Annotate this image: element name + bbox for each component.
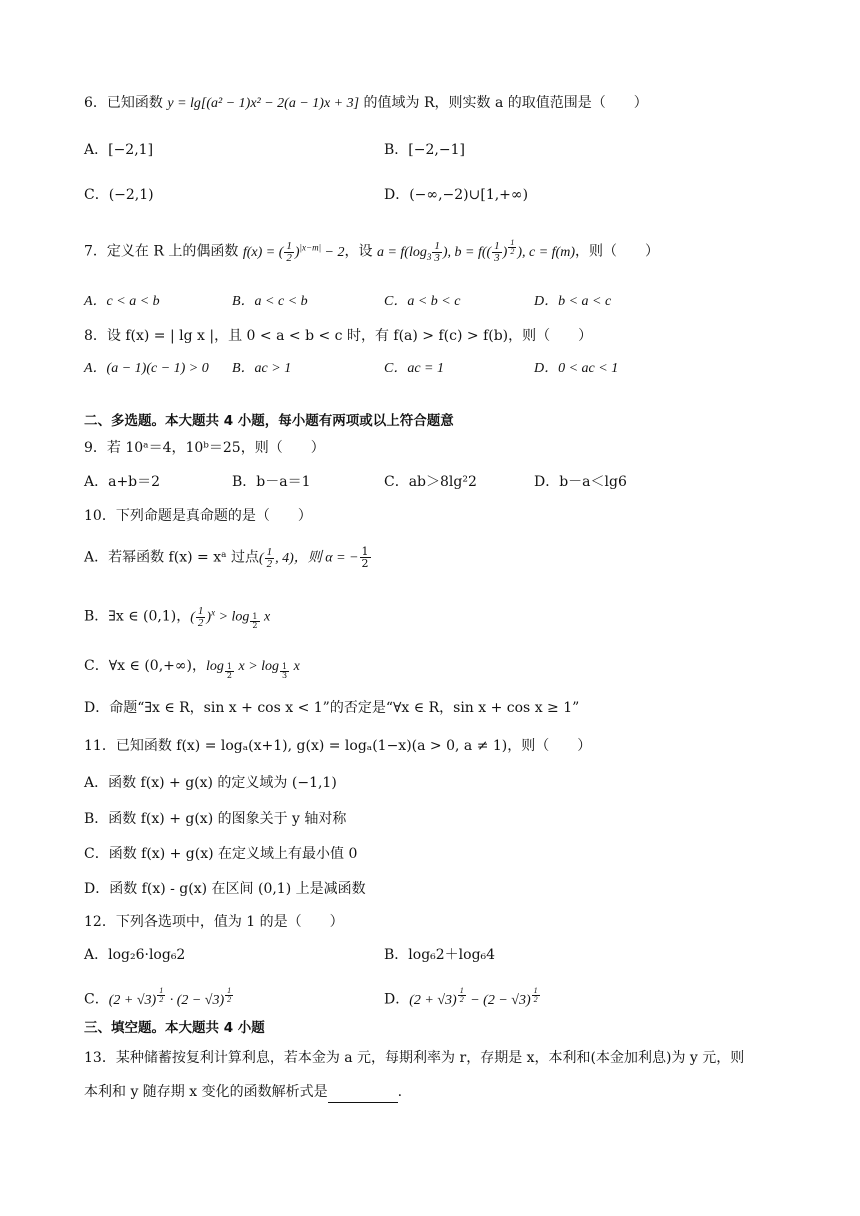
q6-option-c: C．(−2,1) — [84, 187, 154, 203]
q7-option-a: A．c < a < b — [84, 294, 160, 309]
q9-option-d: D．b－a＜lg6 — [534, 474, 627, 490]
q7-function-def: f(x) = ( $\frac{1}{2}$ )$^{|x-m|}$ − 2 — [242, 239, 345, 264]
q10-option-b: B．∃x ∈ (0,1)，( $\frac{1}{2}$ )$^x$ > log $_{\frac{1}{2}}$ x — [84, 604, 271, 631]
q13-answer-blank[interactable] — [328, 1088, 398, 1103]
q10-option-d: D．命题“∃x ∈ R，sin x + cos x < 1”的否定是“∀x ∈ R，sin x + cos x ≥ 1” — [84, 700, 580, 716]
q12-option-d: D．(2 + √3) $^{\frac{1}{2}}$ − (2 − √3) $^{\frac{1}{2}}$ — [384, 986, 538, 1008]
q7-stem-mid: ，设 — [344, 243, 377, 260]
q10-option-a: A．若幂函数 f(x) = xᵃ 过点( $\frac{1}{2}$ , 4)，则 α = − $\frac{1}{2}$ — [84, 545, 369, 570]
q10-option-c: C．∀x ∈ (0,+∞)，log $_{\frac{1}{2}}$ x > log $_{\frac{1}{3}}$ x — [84, 658, 300, 680]
q8-stem: 8．设 f(x) = | lg x |，且 0 < a < b < c 时，有 f(a) > f(c) > f(b)，则（ ） — [84, 328, 593, 344]
q10-option-b-text2: > log — [215, 609, 250, 625]
q9-stem: 9．若 10ᵃ＝4，10ᵇ＝25，则（ ） — [84, 440, 325, 456]
q13-line-1: 13．某种储蓄按复利计算利息，若本金为 a 元，每期利率为 r，存期是 x，本利和(本金加利息)为 y 元，则 — [84, 1050, 745, 1066]
q7-option-c: C．a < b < c — [384, 294, 461, 309]
q7-abc-def: $a = f(\log_3$ $\frac{1}{3}$ ), b = f(( $\frac{1}{3}$ ) $^{\frac{1}{2}}$ ), c = f(m) — [376, 238, 575, 264]
q13-end-mark: . — [397, 1084, 403, 1100]
q10-stem: 10．下列命题是真命题的是（ ） — [84, 508, 312, 524]
section-2-heading: 二、多选题。本大题共 4 小题，每小题有两项或以上符合题意 — [84, 413, 454, 429]
q7-stem-suffix: ，则（ ） — [575, 243, 659, 260]
q8-option-c: C．ac = 1 — [384, 361, 444, 376]
q11-option-d: D．函数 f(x) - g(x) 在区间 (0,1) 上是减函数 — [84, 881, 366, 897]
q11-option-a: A．函数 f(x) + g(x) 的定义域为 (−1,1) — [84, 775, 337, 791]
q13-line-2-text: 本利和 y 随存期 x 变化的函数解析式是 — [84, 1084, 328, 1100]
q12-option-b: B．log₆2＋log₆4 — [384, 947, 496, 963]
q6-formula: y = lg[(a² − 1)x² − 2(a − 1)x + 3] — [167, 96, 360, 111]
q12-option-a: A．log₂6·log₆2 — [84, 947, 186, 963]
q10-option-a-text2: ，则 α = − — [293, 550, 359, 566]
q10-option-a-text: A．若幂函数 f(x) = xᵃ 过点 — [84, 549, 259, 566]
q6-stem-prefix: 6．已知函数 — [84, 95, 168, 111]
q11-option-b: B．函数 f(x) + g(x) 的图象关于 y 轴对称 — [84, 811, 347, 827]
q12-option-c: C．(2 + √3) $^{\frac{1}{2}}$ · (2 − √3) $^{\frac{1}{2}}$ — [84, 986, 232, 1008]
q10-option-b-text: B．∃x ∈ (0,1)， — [84, 608, 191, 625]
q12-option-c-label: C． — [84, 991, 109, 1008]
q9-option-c: C．ab＞8lg²2 — [384, 474, 477, 490]
q12-option-d-label: D． — [384, 991, 410, 1008]
q8-option-b: B．ac > 1 — [232, 361, 292, 376]
section-3-heading: 三、填空题。本大题共 4 小题 — [84, 1020, 265, 1036]
q10-option-c-log: log — [206, 659, 224, 674]
q10-option-c-text: C．∀x ∈ (0,+∞)， — [84, 658, 206, 674]
q9-option-a: A．a+b＝2 — [84, 474, 161, 490]
q6-stem-suffix: 的值域为 R，则实数 a 的取值范围是（ ） — [359, 95, 648, 111]
q7-option-b: B．a < c < b — [232, 294, 308, 309]
q6-option-b: B．[−2,−1] — [384, 142, 465, 158]
q8-option-d: D．0 < ac < 1 — [534, 361, 619, 376]
q7-option-d: D．b < a < c — [534, 294, 612, 309]
q6-option-d: D．(−∞,−2)∪[1,+∞) — [384, 187, 529, 203]
q7-stem — [84, 236, 659, 267]
q12-stem: 12．下列各选项中，值为 1 的是（ ） — [84, 914, 344, 930]
q6-stem — [84, 92, 648, 115]
q9-option-b: B．b－a＝1 — [232, 474, 311, 490]
q6-option-a: A．[−2,1] — [84, 142, 154, 158]
q8-option-a: A．(a − 1)(c − 1) > 0 — [84, 361, 209, 376]
q13-line-2 — [84, 1081, 402, 1103]
q11-option-c: C．函数 f(x) + g(x) 在定义域上有最小值 0 — [84, 846, 358, 862]
q7-stem-prefix: 7．定义在 R 上的偶函数 — [84, 243, 243, 260]
q11-stem: 11．已知函数 f(x) = logₐ(x+1), g(x) = logₐ(1−x)(a > 0, a ≠ 1)，则（ ） — [84, 738, 592, 754]
